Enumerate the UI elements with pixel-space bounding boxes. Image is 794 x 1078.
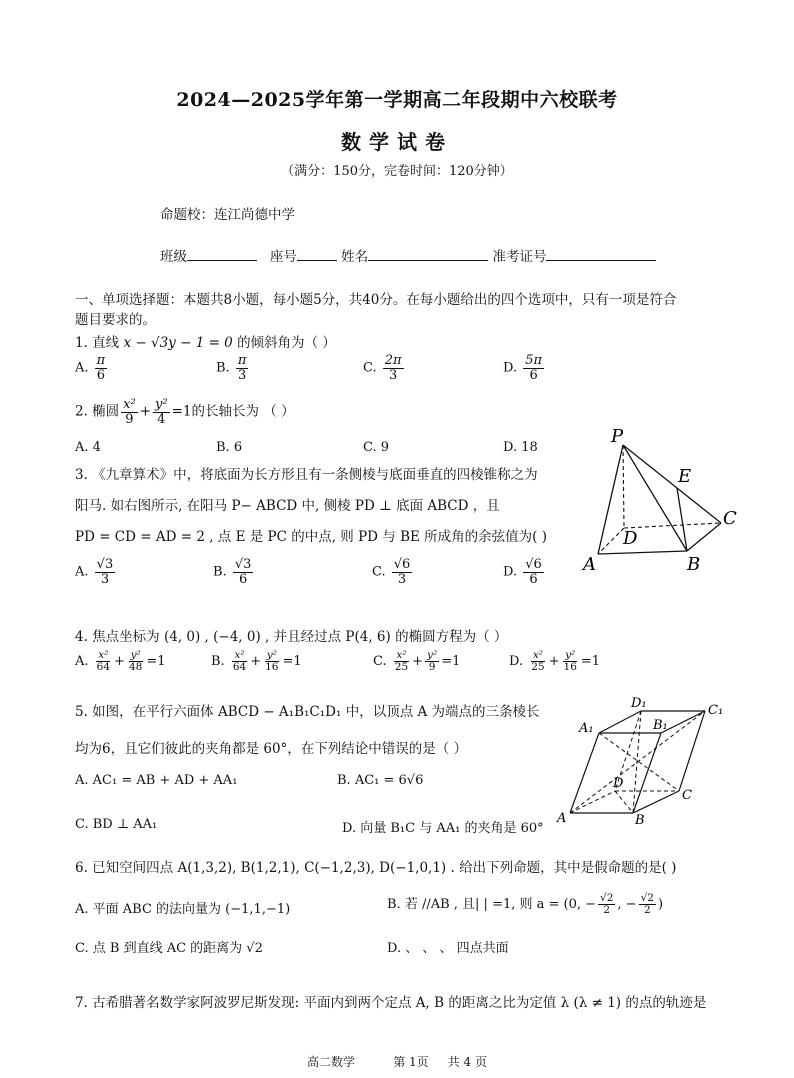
frac-den: 16 — [563, 661, 577, 674]
option-label: B. — [213, 564, 227, 580]
label-a: A — [583, 554, 596, 575]
q6-option-d[interactable]: D. 、 、 、 四点共面 — [387, 941, 509, 956]
class-blank[interactable] — [187, 246, 257, 261]
frac-den: 3 — [237, 367, 247, 383]
frac-den: 25 — [394, 661, 409, 674]
q6-option-a[interactable]: A. 平面 ABC 的法向量为 (−1,1,−1) — [75, 902, 291, 917]
equals-one: =1 — [146, 654, 166, 670]
ticket-blank[interactable] — [546, 246, 656, 261]
frac-den: 6 — [96, 367, 106, 383]
equals-one: =1 — [171, 403, 192, 420]
option-value: 9 — [380, 440, 390, 455]
frac-den: 9 — [125, 411, 134, 427]
q2-option-d[interactable] — [503, 440, 538, 455]
frac-den: 2 — [603, 904, 611, 917]
plus-sign: + — [250, 654, 262, 670]
q4-option-a[interactable] — [75, 650, 166, 673]
plus-sign: + — [548, 654, 560, 670]
frac-den: 6 — [529, 571, 538, 587]
frac-num: √2 — [600, 892, 614, 904]
label-a1: A₁ — [579, 721, 594, 736]
edge-bc — [687, 523, 721, 551]
frac-num: x² — [234, 649, 245, 661]
frac-num: y² — [130, 649, 141, 661]
plus-sign: + — [139, 403, 152, 420]
frac-den: 6 — [529, 367, 538, 383]
label-a: A — [557, 811, 567, 826]
frac-den: 6 — [238, 571, 248, 587]
q1-option-a[interactable] — [75, 354, 109, 382]
q3-line2: 阳马. 如右图所示, 在阳马 P− ABCD 中, 侧棱 PD ⊥ 底面 ABCD ，且 — [75, 498, 500, 514]
q1-suffix: 的倾斜角为（ ） — [237, 335, 336, 351]
plus-sign: + — [114, 654, 125, 670]
option-value: 18 — [521, 440, 538, 455]
frac-num: √6 — [525, 557, 542, 572]
q1-option-b[interactable] — [216, 354, 250, 382]
exam-subtitle: 数学试卷 — [341, 130, 453, 154]
footer-subject: 高二数学 — [307, 1055, 356, 1069]
q3-line1: 3. 《九章算术》中，将底面为长方形且有一条侧棱与底面垂直的四棱锥称之为 — [75, 467, 538, 483]
option-label: C. — [363, 360, 377, 376]
option-label: A. — [75, 360, 89, 376]
edge-pa — [598, 445, 623, 554]
frac-num: 2π — [384, 353, 402, 368]
ticket-label: 准考证号 — [492, 249, 547, 265]
q3-line3: PD = CD = AD = 2 , 点 E 是 PC 的中点, 则 PD 与 BE 所成角的余弦值为( ) — [75, 529, 547, 545]
q6-optb-prefix: B. 若 //AB , 且| | =1, 则 a = (0, − — [387, 897, 597, 913]
q6-optb-suffix: ) — [657, 897, 664, 913]
q4-option-b[interactable] — [211, 650, 302, 673]
q5-line1: 5. 如图，在平行六面体 ABCD − A₁B₁C₁D₁ 中，以顶点 A 为端点的三条棱长 — [75, 704, 540, 720]
frac-den: 25 — [531, 661, 545, 674]
option-value: 6 — [233, 440, 243, 455]
label-d: D — [623, 528, 638, 549]
frac-den: 64 — [232, 661, 247, 674]
label-b1: B₁ — [653, 718, 668, 733]
q2-option-a[interactable] — [75, 440, 101, 455]
q2-suffix: 的长轴长为 （ ） — [191, 403, 295, 420]
frac-num: y² — [266, 649, 277, 661]
frac-den: 3 — [397, 571, 407, 587]
q2-stem — [75, 398, 295, 426]
exam-info: （满分：150分，完卷时间：120分钟） — [281, 164, 513, 179]
option-label: A. — [75, 654, 89, 670]
label-e: E — [678, 466, 692, 487]
q2-prefix: 2. 椭圆 — [75, 403, 120, 420]
q5-option-b[interactable]: B. AC₁ = 6√6 — [337, 773, 424, 788]
q1-prefix: 1. 直线 — [75, 335, 120, 351]
edge-a1d1 — [599, 711, 641, 733]
footer-page-number: 第 1页 — [393, 1055, 429, 1069]
q1-expression: x − √3y − 1 = 0 — [123, 335, 233, 351]
q5-option-c[interactable]: C. BD ⊥ AA₁ — [75, 817, 158, 832]
seat-label: 座号 — [269, 249, 297, 265]
q2-option-b[interactable] — [216, 440, 242, 455]
q1-option-d[interactable] — [503, 354, 546, 382]
frac-den: 64 — [96, 661, 111, 674]
school-line: 命题校：连江尚德中学 — [160, 207, 295, 223]
option-label: B. — [216, 440, 230, 455]
q6-option-b[interactable] — [387, 893, 663, 916]
equals-one: =1 — [580, 654, 601, 670]
label-b: B — [687, 554, 701, 575]
frac-num: π — [96, 353, 106, 368]
frac-num: π — [237, 353, 247, 368]
q1-option-c[interactable] — [363, 354, 406, 382]
frac-num: y² — [565, 649, 576, 661]
edge-aa1 — [570, 733, 599, 813]
frac-den: 3 — [100, 571, 110, 587]
frac-num: x² — [532, 649, 543, 661]
edge-ab — [598, 551, 687, 554]
q5-option-a[interactable]: A. AC₁ = AB + AD + AA₁ — [75, 773, 238, 788]
name-blank[interactable] — [368, 246, 488, 261]
q4-option-c[interactable] — [373, 650, 460, 673]
q6-option-c[interactable]: C. 点 B 到直线 AC 的距离为 √2 — [75, 941, 263, 956]
option-label: C. — [372, 564, 386, 580]
page-footer — [0, 1053, 794, 1070]
option-label: D. — [503, 564, 518, 580]
option-label: A. — [75, 564, 89, 580]
class-label: 班级 — [160, 249, 187, 265]
frac-num: √2 — [640, 892, 654, 904]
frac-num: x² — [98, 649, 109, 661]
q3-pyramid-figure — [575, 420, 745, 580]
q5-option-d[interactable]: D. 向量 B₁C 与 AA₁ 的夹角是 60° — [342, 821, 544, 836]
plus-sign: + — [412, 654, 424, 670]
student-info-row — [160, 245, 656, 265]
option-label: C. — [363, 440, 377, 455]
option-label: B. — [211, 654, 225, 670]
equals-one: =1 — [441, 654, 461, 670]
option-value: 4 — [92, 440, 101, 455]
edge-pd-hidden — [623, 445, 624, 528]
q5-line2: 均为6，且它们彼此的夹角都是 60°，在下列结论中错误的是（ ） — [75, 741, 468, 757]
q4-option-d[interactable] — [509, 650, 600, 673]
frac-num: x² — [396, 649, 407, 661]
frac-num: √3 — [96, 557, 114, 572]
section1-intro-line1: 一、单项选择题：本题共8小题，每小题5分，共40分。在每小题给出的四个选项中，只有一项是符合 — [75, 292, 677, 308]
frac-num: 5π — [525, 353, 543, 368]
label-d1: D₁ — [631, 696, 647, 711]
frac-den: 48 — [128, 661, 143, 674]
q3-option-d[interactable] — [503, 558, 546, 586]
option-label: D. — [509, 654, 524, 670]
seat-blank[interactable] — [297, 246, 337, 261]
option-label: D. — [503, 440, 518, 455]
label-b: B — [635, 813, 645, 828]
q3-option-a[interactable] — [75, 558, 117, 586]
frac-den: 3 — [389, 367, 398, 383]
label-p: P — [611, 426, 624, 447]
frac-num: x² — [123, 397, 136, 412]
label-d: D — [613, 776, 624, 791]
frac-num: √3 — [234, 557, 252, 572]
diagonal-bd — [615, 791, 633, 813]
frac-den: 2 — [643, 904, 651, 917]
q6-stem: 6. 已知空间四点 A(1,3,2), B(1,2,1), C(−1,2,3), D(−1,0,1) . 给出下列命题，其中是假命题的是( ) — [75, 860, 677, 876]
label-c1: C₁ — [708, 703, 724, 718]
name-label: 姓名 — [341, 249, 369, 265]
q3-option-b[interactable] — [213, 558, 255, 586]
label-c: C — [682, 788, 692, 803]
frac-num: y² — [427, 649, 438, 661]
exam-title: 2024—2025学年第一学期高二年段期中六校联考 — [176, 89, 618, 111]
q6-optb-mid: , − — [617, 897, 637, 913]
footer-total-pages: 共 4 页 — [447, 1055, 487, 1069]
q7-stem: 7. 古希腊著名数学家阿波罗尼斯发现: 平面内到两个定点 A, B 的距离之比为定值 λ (λ ≠ 1) 的点的轨迹是 — [75, 995, 707, 1011]
frac-den: 9 — [428, 661, 436, 674]
label-c: C — [723, 508, 737, 529]
option-label: C. — [373, 654, 387, 670]
option-label: A. — [75, 440, 89, 455]
frac-den: 16 — [265, 661, 279, 674]
frac-num: √6 — [393, 557, 411, 572]
q4-stem: 4. 焦点坐标为 (4, 0) , (−4, 0) , 并且经过点 P(4, 6) 的椭圆方程为（ ） — [75, 629, 508, 645]
q3-option-c[interactable] — [372, 558, 414, 586]
option-label: D. — [503, 360, 518, 376]
edge-cc1 — [679, 711, 705, 791]
option-label: B. — [216, 360, 230, 376]
section1-intro-line2: 题目要求的。 — [75, 312, 156, 328]
edge-pc — [623, 445, 721, 523]
q5-parallelepiped-figure — [553, 695, 735, 830]
edge-ad-hidden — [598, 528, 624, 554]
frac-num: y² — [155, 397, 168, 412]
q2-option-c[interactable] — [363, 440, 389, 455]
equals-one: =1 — [282, 654, 302, 670]
frac-den: 4 — [157, 411, 166, 427]
q1-stem — [75, 331, 336, 351]
